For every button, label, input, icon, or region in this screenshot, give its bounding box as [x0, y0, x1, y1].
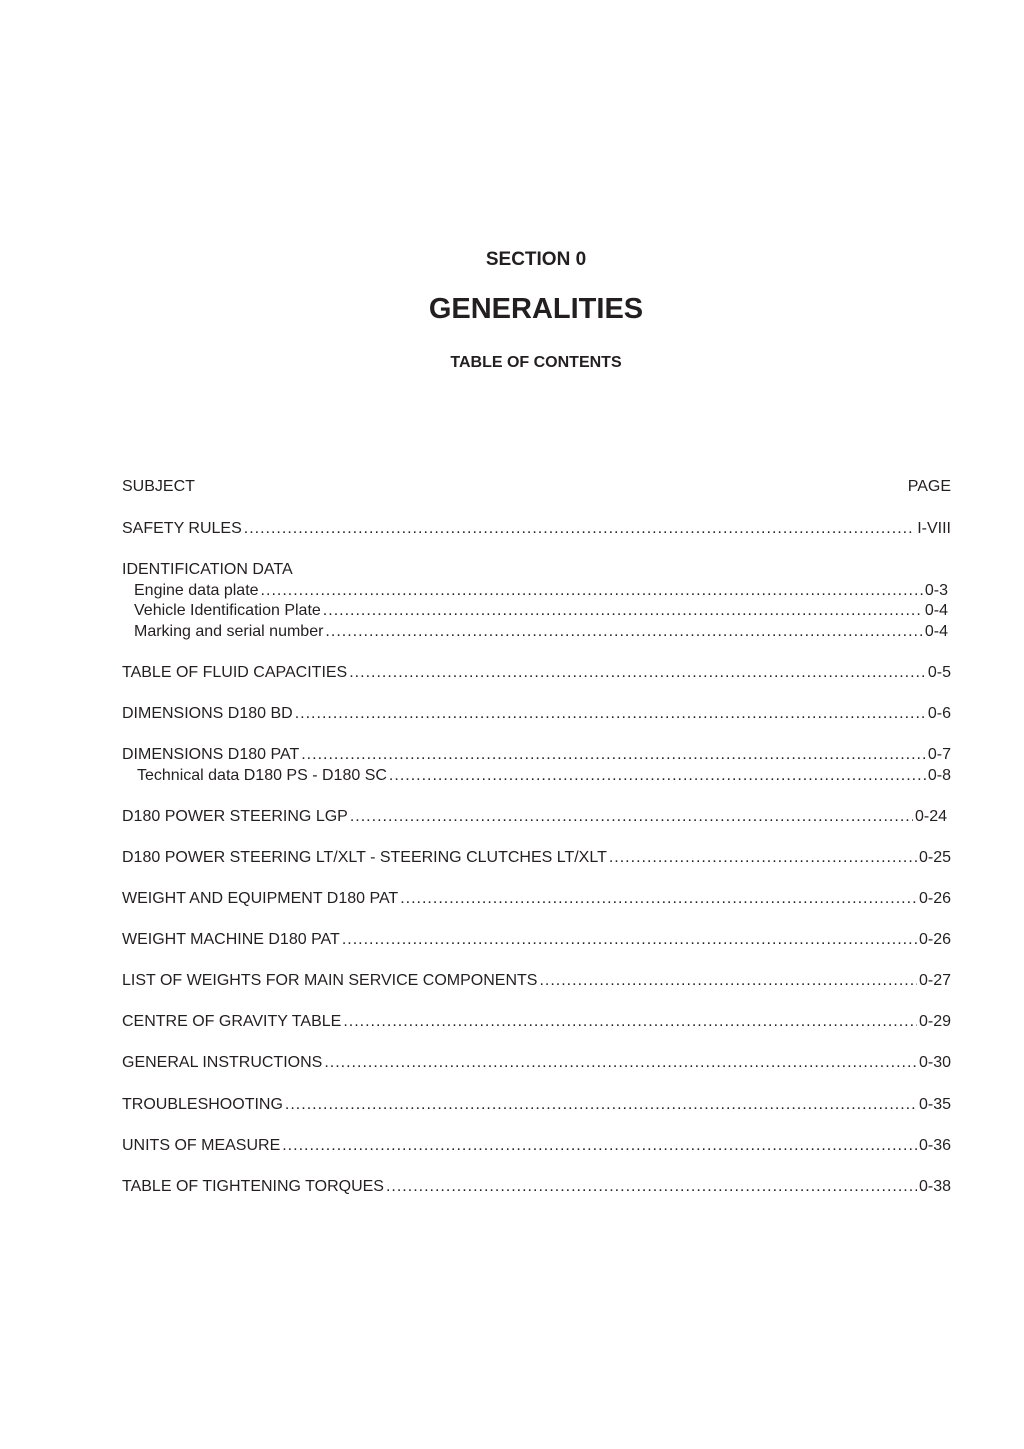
toc-entry[interactable]	[122, 766, 951, 787]
toc-group-gravity	[122, 1012, 951, 1033]
toc-entry-title: UNITS OF MEASURE	[122, 1136, 281, 1154]
toc-entry-page: 0-24	[914, 807, 947, 825]
toc-entry-title: Technical data D180 PS - D180 SC	[137, 766, 387, 784]
toc-entry-title: D180 POWER STEERING LT/XLT - STEERING CLUTCHES LT/XLT	[122, 848, 607, 866]
dot-leader	[244, 519, 915, 540]
toc-group-weight-equipment	[122, 889, 951, 910]
toc-entry-title: DIMENSIONS D180 BD	[122, 705, 293, 723]
dot-leader	[539, 971, 917, 992]
toc-group-heading: IDENTIFICATION DATA	[122, 561, 293, 579]
toc-entry-page: 0-4	[924, 602, 948, 620]
toc-entry-title: CENTRE OF GRAVITY TABLE	[122, 1013, 342, 1031]
toc-list	[122, 519, 951, 1218]
toc-entry-title: D180 POWER STEERING LGP	[122, 807, 348, 825]
toc-entry[interactable]	[122, 1012, 951, 1033]
toc-group-troubleshooting	[122, 1095, 951, 1116]
dot-leader	[324, 1053, 917, 1074]
toc-entry-title: Vehicle Identification Plate	[134, 602, 321, 620]
toc-entry[interactable]	[122, 622, 951, 643]
dot-leader	[609, 848, 917, 869]
toc-entry[interactable]	[122, 971, 951, 992]
toc-group-dimensions-bd	[122, 704, 951, 725]
dot-leader	[389, 766, 926, 787]
toc-entry-title: DIMENSIONS D180 PAT	[122, 746, 300, 764]
dot-leader	[343, 1012, 917, 1033]
toc-entry-page: 0-5	[927, 663, 951, 681]
page-title: GENERALITIES	[428, 293, 644, 325]
toc-entry[interactable]	[122, 807, 951, 828]
toc-entry-title: TABLE OF FLUID CAPACITIES	[122, 663, 348, 681]
toc-entry[interactable]	[122, 581, 951, 602]
toc-entry[interactable]	[122, 930, 951, 951]
dot-leader	[325, 622, 922, 643]
toc-entry-page: 0-4	[924, 622, 948, 640]
dot-leader	[285, 1095, 917, 1116]
dot-leader	[350, 807, 913, 828]
toc-entry-page: 0-6	[927, 705, 951, 723]
toc-entry-page: 0-35	[918, 1095, 951, 1113]
toc-group-identification	[122, 560, 951, 642]
toc-entry[interactable]	[122, 601, 951, 622]
toc-entry-title: WEIGHT MACHINE D180 PAT	[122, 931, 340, 949]
toc-group-weight-machine	[122, 930, 951, 951]
toc-entry-title: TABLE OF TIGHTENING TORQUES	[122, 1177, 384, 1195]
toc-header-row	[122, 478, 951, 496]
toc-entry-title: GENERAL INSTRUCTIONS	[122, 1054, 323, 1072]
dot-leader	[261, 581, 923, 602]
toc-entry-page: 0-30	[918, 1054, 951, 1072]
toc-entry-page: 0-26	[918, 931, 951, 949]
toc-entry-title: WEIGHT AND EQUIPMENT D180 PAT	[122, 890, 399, 908]
toc-label: TABLE OF CONTENTS	[450, 354, 622, 371]
toc-entry-page: 0-36	[918, 1136, 951, 1154]
toc-group-safety	[122, 519, 951, 540]
toc-group-dimensions-pat	[122, 745, 951, 786]
toc-entry-title: Engine data plate	[134, 581, 259, 599]
toc-entry-page: 0-8	[927, 766, 951, 784]
dot-leader	[342, 930, 917, 951]
dot-leader	[295, 704, 926, 725]
toc-group-torques	[122, 1177, 951, 1198]
subject-column-header: SUBJECT	[122, 478, 195, 495]
dot-leader	[400, 889, 917, 910]
dot-leader	[282, 1136, 917, 1157]
toc-entry-title: SAFETY RULES	[122, 520, 242, 537]
toc-group-units	[122, 1136, 951, 1157]
dot-leader	[323, 601, 923, 622]
toc-entry[interactable]	[122, 1053, 951, 1074]
toc-entry[interactable]	[122, 1136, 951, 1157]
toc-entry-page: 0-26	[918, 890, 951, 908]
dot-leader	[349, 663, 926, 684]
toc-entry-page: 0-29	[918, 1013, 951, 1031]
toc-entry-title: LIST OF WEIGHTS FOR MAIN SERVICE COMPONENTS	[122, 972, 538, 990]
toc-group-lgp	[122, 807, 951, 828]
toc-entry[interactable]	[122, 1095, 951, 1116]
toc-entry-page: 0-3	[924, 581, 948, 599]
toc-entry-title: TROUBLESHOOTING	[122, 1095, 283, 1113]
toc-entry-title: Marking and serial number	[134, 622, 324, 640]
section-label: SECTION 0	[485, 249, 587, 270]
toc-entry-page: 0-38	[918, 1177, 951, 1195]
toc-group-fluid	[122, 663, 951, 684]
dot-leader	[386, 1177, 917, 1198]
toc-group-list-weights	[122, 971, 951, 992]
toc-entry[interactable]	[122, 745, 951, 766]
toc-entry-page: 0-25	[918, 848, 951, 866]
dot-leader	[301, 745, 926, 766]
page-column-header: PAGE	[907, 478, 951, 495]
toc-entry[interactable]	[122, 889, 951, 910]
toc-entry[interactable]	[122, 663, 951, 684]
toc-entry[interactable]	[122, 1177, 951, 1198]
toc-group-lt-xlt	[122, 848, 951, 869]
toc-entry[interactable]	[122, 848, 951, 869]
toc-entry-page: I-VIII	[917, 520, 951, 537]
toc-entry-page: 0-7	[927, 746, 951, 764]
toc-entry[interactable]	[122, 704, 951, 725]
toc-group-instructions	[122, 1053, 951, 1074]
toc-entry-page: 0-27	[918, 972, 951, 990]
toc-entry[interactable]	[122, 519, 951, 540]
